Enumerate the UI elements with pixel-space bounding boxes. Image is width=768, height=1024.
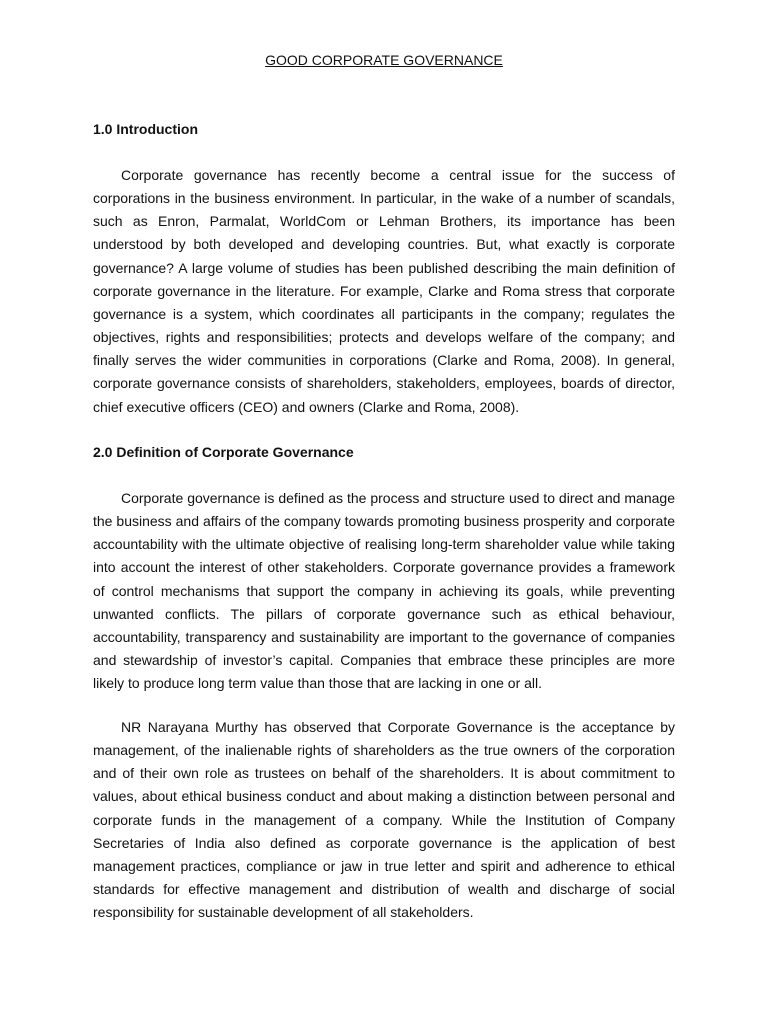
paragraph-narayana-murthy: NR Narayana Murthy has observed that Corporate Governance is the acceptance by management, of the inalienable rights of shareholders as the true owners of the corporation and of their own role as trustees on behalf of the shareholders. It is about commitment to values, about ethical business conduct and about making a distinction between personal and corporate funds in the management of a company. While the Institution of Company Secretaries of India also defined as corporate governance is the application of best management practices, compliance or jaw in true letter and spirit and adherence to ethical standards for effective management and distribution of wealth and discharge of social responsibility for sustainable development of all stakeholders. xyxy=(93,719,675,921)
section-heading-introduction: 1.0 Introduction xyxy=(93,121,198,137)
section-heading-definition: 2.0 Definition of Corporate Governance xyxy=(93,444,354,460)
paragraph-definition: Corporate governance is defined as the process and structure used to direct and manage the business and affairs of the company towards promoting business prosperity and corporate accountability with the ultimate objective of realising long-term shareholder value while taking into account the interest of other stakeholders. Corporate governance provides a framework of control mechanisms that support the company in achieving its goals, while preventing unwanted conflicts. The pillars of corporate governance such as ethical behaviour, accountability, transparency and sustainability are important to the governance of companies and stewardship of investor’s capital. Companies that embrace these principles are more likely to produce long term value than those that are lacking in one or all. xyxy=(93,490,675,692)
document-title: GOOD CORPORATE GOVERNANCE xyxy=(265,52,503,68)
paragraph-introduction: Corporate governance has recently become a central issue for the success of corporations in the business environment. In particular, in the wake of a number of scandals, such as Enron, Parmalat, WorldCom or Lehman Brothers, its importance has been understood by both developed and developing countries. But, what exactly is corporate governance? A large volume of studies has been published describing the main definition of corporate governance in the literature. For example, Clarke and Roma stress that corporate governance is a system, which coordinates all participants in the company; regulates the objectives, rights and responsibilities; protects and develops welfare of the company; and finally serves the wider communities in corporations (Clarke and Roma, 2008). In general, corporate governance consists of shareholders, stakeholders, employees, boards of director, chief executive officers (CEO) and owners (Clarke and Roma, 2008). xyxy=(93,167,675,415)
